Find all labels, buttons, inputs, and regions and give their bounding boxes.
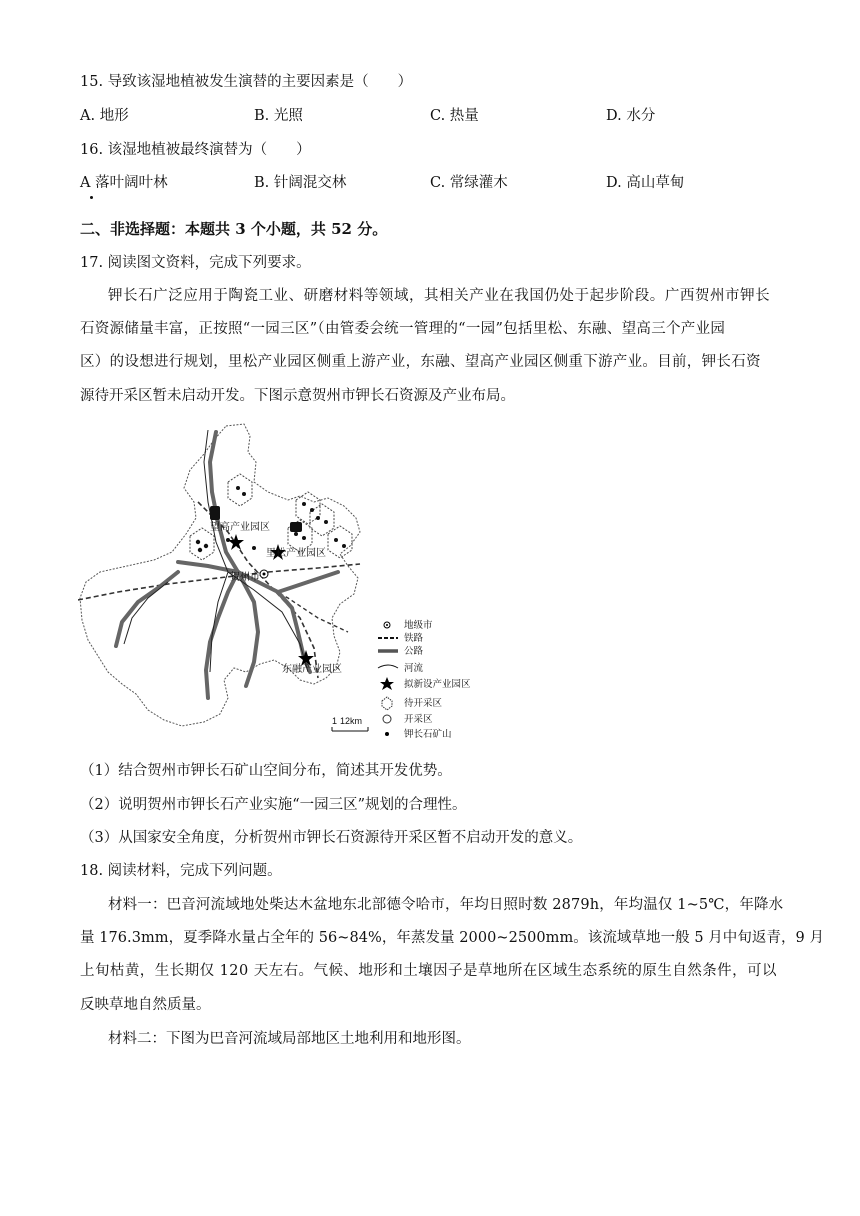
q17-para-line-1: 钾长石广泛应用于陶瓷工业、研磨材料等领域，其相关产业在我国仍处于起步阶段。广西贺州市钾长 xyxy=(108,288,771,304)
label-lisong: 里松产业园区 xyxy=(266,548,326,559)
q16-option-a: A 落叶阔叶林 xyxy=(80,175,168,191)
q15-stem: 15. 导致该湿地植被发生演替的主要因素是（ ） xyxy=(80,74,413,90)
section-heading: 二、非选择题：本题共 3 个小题，共 52 分。 xyxy=(80,220,388,238)
region-boundary xyxy=(80,424,363,726)
q17-stem: 17. 阅读图文资料，完成下列要求。 xyxy=(80,255,311,271)
stray-dot xyxy=(90,196,93,199)
mine-dot-icon xyxy=(385,732,389,736)
q18-stem: 18. 阅读材料，完成下列问题。 xyxy=(80,863,282,879)
q15-option-b: B. 光照 xyxy=(254,108,303,124)
q18-material1-line-3: 上旬枯黄，生长期仅 120 天左右。气候、地形和土壤因子是草地所在区域生态系统的原生自然条件，可以 xyxy=(80,963,777,979)
q18-material1-line-4: 反映草地自然质量。 xyxy=(80,997,211,1013)
legend-label: 开采区 xyxy=(404,714,433,725)
q17-sub-1: （1）结合贺州市钾长石矿山空间分布，简述其开发优势。 xyxy=(80,763,452,779)
legend-label: 铁路 xyxy=(404,633,424,644)
legend-label: 河流 xyxy=(404,663,424,674)
q16-stem: 16. 该湿地植被最终演替为（ ） xyxy=(80,142,311,158)
q17-sub-2: （2）说明贺州市钾长石产业实施“一园三区”规划的合理性。 xyxy=(80,797,467,813)
q16-option-b: B. 针阔混交林 xyxy=(254,175,347,191)
scale-zero: 1 xyxy=(332,716,338,726)
q17-para-line-3: 区）的设想进行规划，里松产业园区侧重上游产业，东融、望高产业园区侧重下游产业。目前，钾长石资 xyxy=(80,354,761,370)
feldspar-map xyxy=(78,422,498,744)
hexagon-icon xyxy=(382,697,392,710)
legend-label: 地级市 xyxy=(404,620,433,631)
q18-material2: 材料二：下图为巴音河流域局部地区土地利用和地形图。 xyxy=(108,1031,471,1047)
q15-option-d: D. 水分 xyxy=(606,108,656,124)
q18-material1-line-2: 量 176.3mm，夏季降水量占全年的 56~84%，年蒸发量 2000~2500mm。该流域草地一般 5 月中旬返青，9 月 xyxy=(80,930,825,946)
scale-bar xyxy=(332,716,368,731)
circle-icon xyxy=(383,715,391,723)
q17-para-line-4: 源待开采区暂未启动开发。下图示意贺州市钾长石资源及产业布局。 xyxy=(80,388,515,404)
scale-distance: 12km xyxy=(340,716,363,726)
legend-label: 钾长石矿山 xyxy=(404,729,452,740)
q17-sub-3: （3）从国家安全角度，分析贺州市钾长石资源待开采区暂不启动开发的意义。 xyxy=(80,830,583,846)
q16-option-c: C. 常绿灌木 xyxy=(430,175,508,191)
q15-option-c: C. 热量 xyxy=(430,108,479,124)
label-wanggao: 望高产业园区 xyxy=(210,522,270,533)
q16-option-d: D. 高山草甸 xyxy=(606,175,685,191)
legend-label: 公路 xyxy=(404,646,424,657)
label-hezhou: 贺州市 xyxy=(230,572,260,583)
star-icon xyxy=(380,677,394,690)
q17-para-line-2: 石资源储量丰富，正按照“一园三区”（由管委会统一管理的“一园”包括里松、东融、望高三个产业园 xyxy=(80,321,726,337)
label-dongrong: 东融产业园区 xyxy=(282,664,342,675)
legend-label: 拟新设产业园区 xyxy=(404,679,471,690)
q18-material1-line-1: 材料一：巴音河流域地处柴达木盆地东北部德令哈市，年均日照时数 2879h，年均温仅 1~5℃，年降水 xyxy=(108,897,784,913)
q15-option-a: A. 地形 xyxy=(80,108,129,124)
map-legend xyxy=(378,619,471,740)
map-svg xyxy=(78,422,498,744)
river-icon xyxy=(378,665,398,668)
legend-label: 待开采区 xyxy=(404,698,443,709)
